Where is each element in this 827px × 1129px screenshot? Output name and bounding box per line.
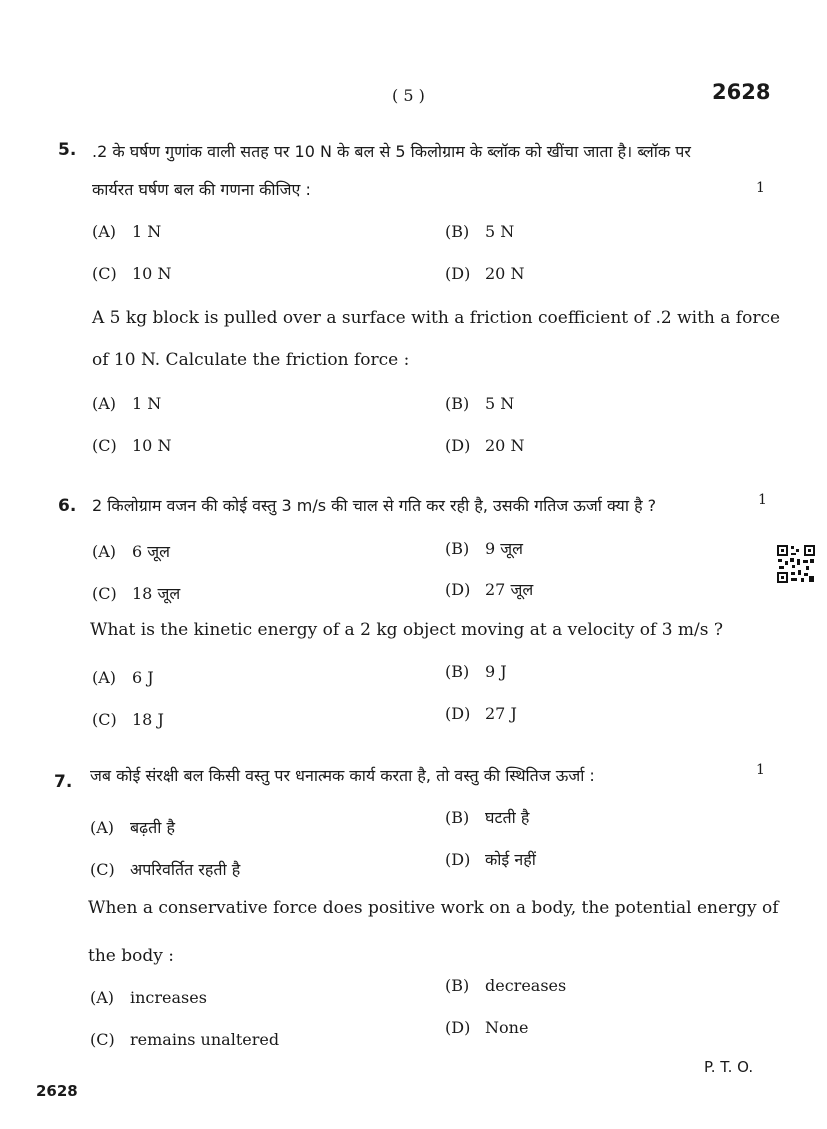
q6-hindi-option-d: (D) 27 जूल bbox=[445, 580, 534, 599]
q7-hindi-option-c: (C) अपरिवर्तित रहती है bbox=[90, 860, 241, 879]
question-5-marks: 1 bbox=[756, 180, 765, 196]
q5-english-option-a: (A) 1 N bbox=[92, 394, 162, 413]
q7-hindi-option-b: (B) घटती है bbox=[445, 808, 530, 827]
q6-english-option-a: (A) 6 J bbox=[92, 668, 154, 687]
please-turn-over: P. T. O. bbox=[704, 1058, 754, 1076]
q6-english-option-d: (D) 27 J bbox=[445, 704, 517, 723]
question-5-english-line1: A 5 kg block is pulled over a surface with a friction coefficient of .2 with a force bbox=[92, 308, 781, 328]
q7-english-option-b: (B) decreases bbox=[445, 976, 567, 995]
paper-code-bottom: 2628 bbox=[36, 1082, 78, 1100]
question-6-english-line1: What is the kinetic energy of a 2 kg object moving at a velocity of 3 m/s ? bbox=[90, 620, 724, 640]
question-5-english-line2: of 10 N. Calculate the friction force : bbox=[92, 350, 410, 370]
q5-hindi-option-b: (B) 5 N bbox=[445, 222, 515, 241]
question-7-marks: 1 bbox=[756, 762, 765, 778]
question-5-hindi-line1: .2 के घर्षण गुणांक वाली सतह पर 10 N के बल से 5 किलोग्राम के ब्लॉक को खींचा जाता है। ब्लॉक पर bbox=[92, 142, 691, 161]
question-7-number: 7. bbox=[54, 772, 73, 792]
question-6-number: 6. bbox=[58, 496, 77, 516]
q5-english-option-b: (B) 5 N bbox=[445, 394, 515, 413]
question-6-marks: 1 bbox=[758, 492, 767, 508]
q6-hindi-option-a: (A) 6 जूल bbox=[92, 542, 170, 561]
paper-code-top: 2628 bbox=[712, 80, 771, 104]
q7-hindi-option-a: (A) बढ़ती है bbox=[90, 818, 175, 837]
q5-hindi-option-a: (A) 1 N bbox=[92, 222, 162, 241]
question-6-hindi-line1: 2 किलोग्राम वजन की कोई वस्तु 3 m/s की चाल से गति कर रही है, उसकी गतिज ऊर्जा क्या है ? bbox=[92, 496, 657, 515]
q7-english-option-c: (C) remains unaltered bbox=[90, 1030, 280, 1049]
q5-english-option-c: (C) 10 N bbox=[92, 436, 172, 455]
question-7-english-line1: When a conservative force does positive work on a body, the potential energy of bbox=[88, 898, 779, 918]
q6-hindi-option-c: (C) 18 जूल bbox=[92, 584, 181, 603]
q6-hindi-option-b: (B) 9 जूल bbox=[445, 539, 523, 558]
page-number: ( 5 ) bbox=[392, 86, 425, 105]
question-5-number: 5. bbox=[58, 140, 77, 160]
qr-code-icon bbox=[777, 545, 815, 583]
q7-hindi-option-d: (D) कोई नहीं bbox=[445, 850, 536, 869]
q5-hindi-option-c: (C) 10 N bbox=[92, 264, 172, 283]
question-5-hindi-line2: कार्यरत घर्षण बल की गणना कीजिए : bbox=[92, 180, 311, 199]
question-7-english-line2: the body : bbox=[88, 946, 174, 966]
question-7-hindi-line1: जब कोई संरक्षी बल किसी वस्तु पर धनात्मक कार्य करता है, तो वस्तु की स्थितिज ऊर्जा : bbox=[90, 766, 595, 785]
q6-english-option-b: (B) 9 J bbox=[445, 662, 507, 681]
q5-english-option-d: (D) 20 N bbox=[445, 436, 525, 455]
q7-english-option-a: (A) increases bbox=[90, 988, 207, 1007]
q6-english-option-c: (C) 18 J bbox=[92, 710, 164, 729]
q7-english-option-d: (D) None bbox=[445, 1018, 529, 1037]
q5-hindi-option-d: (D) 20 N bbox=[445, 264, 525, 283]
